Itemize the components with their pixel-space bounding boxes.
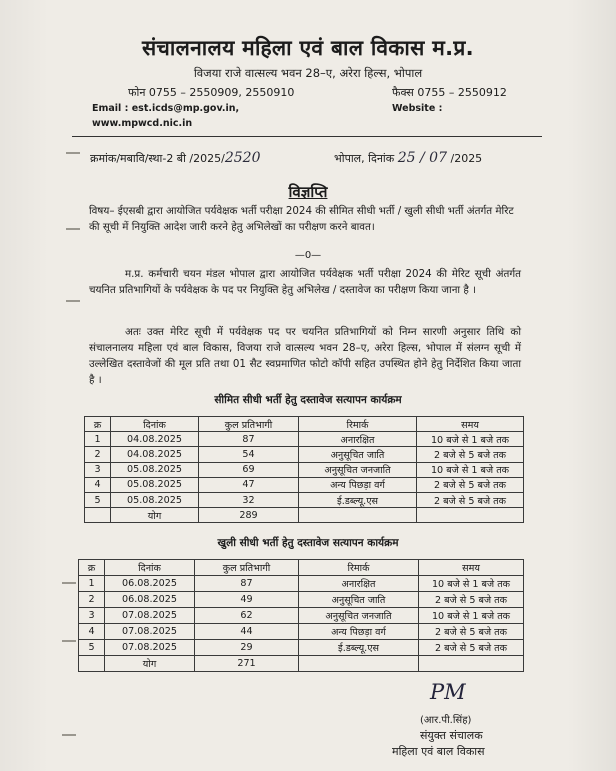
total-value: 271: [195, 656, 299, 672]
signatory-designation: संयुक्त संचालक: [420, 729, 483, 742]
table-2-caption: खुली सीधी भर्ती हेतु दस्तावेज सत्यापन कार्यक्रम: [217, 537, 399, 549]
office-fax: फैक्स 0755 – 2550912: [392, 86, 507, 99]
table-cell: 06.08.2025: [105, 576, 195, 592]
table-cell: 4: [79, 624, 105, 640]
punch-mark: [62, 734, 76, 736]
table-header-row: [85, 417, 524, 432]
notice-heading: विज्ञप्ति: [288, 183, 328, 201]
notice-paragraph-2: अतः उक्त मेरिट सूची में पर्यवेक्षक पद पर चयनित प्रतिभागियों को निम्न सारणी अनुसार तिथि को संचालनालय महिला एवं बाल विकास, विजया राजे वात्सल्य भवन 28–ए, अरेरा हिल्स, भोपाल में संलग्न सूची में उल्लेखित दस्तावेजों की मूल प्रति तथा 01 सैट स्वप्रमाणित फोटो कॉपी सहित उपस्थित होने हेतु निर्देशित किया जाता है ।: [89, 326, 521, 386]
table-cell: 3: [85, 462, 111, 477]
table-cell: 44: [195, 624, 299, 640]
table-cell: ई.डब्ल्यू.एस: [299, 492, 417, 507]
limited-recruitment-schedule-table: [84, 416, 524, 523]
column-header: क्र: [85, 417, 111, 432]
table-cell: 2 बजे से 5 बजे तक: [417, 447, 524, 462]
punch-mark: [62, 640, 76, 642]
open-recruitment-schedule-table: [78, 559, 524, 672]
table-cell: 04.08.2025: [111, 432, 199, 447]
column-header: कुल प्रतिभागी: [199, 417, 299, 432]
table-header-row: [79, 560, 524, 576]
table-cell: 2: [79, 592, 105, 608]
office-website: www.mpwcd.nic.in: [92, 118, 193, 129]
table-cell: 05.08.2025: [111, 462, 199, 477]
reference-handwritten-number: 2520: [224, 150, 261, 166]
table-cell: 2 बजे से 5 बजे तक: [417, 492, 524, 507]
table-cell: अनारक्षित: [299, 576, 419, 592]
reference-number: [90, 150, 260, 166]
reference-prefix: क्रमांक/मबावि/स्था-2 बी /2025/: [90, 152, 225, 165]
table-total-row: [85, 508, 524, 523]
table-cell: अनुसूचित जाति: [299, 447, 417, 462]
handwritten-signature: PM: [430, 680, 466, 704]
table-cell: [299, 656, 419, 672]
table-cell: 2 बजे से 5 बजे तक: [419, 624, 524, 640]
office-title: संचालनालय महिला एवं बाल विकास म.प्र.: [142, 36, 474, 60]
table-cell: 10 बजे से 1 बजे तक: [419, 608, 524, 624]
table-cell: अन्य पिछड़ा वर्ग: [299, 624, 419, 640]
total-label: योग: [111, 508, 199, 523]
table-cell: 49: [195, 592, 299, 608]
table-cell: 69: [199, 462, 299, 477]
punch-mark: [66, 152, 80, 154]
table-cell: अन्य पिछड़ा वर्ग: [299, 477, 417, 492]
table-cell: 07.08.2025: [105, 608, 195, 624]
table-cell: 87: [195, 576, 299, 592]
table-cell: 05.08.2025: [111, 477, 199, 492]
punch-mark: [66, 300, 80, 302]
table-cell: 2: [85, 447, 111, 462]
table-cell: 54: [199, 447, 299, 462]
table-cell: [419, 656, 524, 672]
notice-paragraph-1: म.प्र. कर्मचारी चयन मंडल भोपाल द्वारा आयोजित पर्यवेक्षक भर्ती परीक्षा 2024 की मेरिट सूची अंतर्गत चयनित प्रतिभागियों के पर्यवेक्षक के पद पर नियुक्ति हेतु अभिलेख / दस्तावेज का परीक्षण किया जाना है ।: [89, 268, 521, 296]
table-cell: 07.08.2025: [105, 640, 195, 656]
table-row: [85, 447, 524, 462]
column-header: समय: [417, 417, 524, 432]
table-total-row: [79, 656, 524, 672]
table-cell: 5: [85, 492, 111, 507]
reference-date: [334, 150, 482, 166]
office-email: Email : est.icds@mp.gov.in,: [92, 103, 240, 114]
table-cell: 06.08.2025: [105, 592, 195, 608]
table-cell: 2 बजे से 5 बजे तक: [419, 592, 524, 608]
table-row: [79, 592, 524, 608]
table-cell: 29: [195, 640, 299, 656]
punch-mark: [66, 228, 80, 230]
table-cell: 3: [79, 608, 105, 624]
table-cell: 10 बजे से 1 बजे तक: [417, 432, 524, 447]
column-header: रिमार्क: [299, 560, 419, 576]
column-header: दिनांक: [111, 417, 199, 432]
table-cell: 10 बजे से 1 बजे तक: [417, 462, 524, 477]
table-cell: 2 बजे से 5 बजे तक: [417, 477, 524, 492]
table-cell: अनुसूचित जनजाति: [299, 462, 417, 477]
table-cell: ई.डब्ल्यू.एस: [299, 640, 419, 656]
table-cell: 1: [85, 432, 111, 447]
place-date-prefix: भोपाल, दिनांक: [334, 152, 395, 165]
table-cell: 2 बजे से 5 बजे तक: [419, 640, 524, 656]
table-cell: 10 बजे से 1 बजे तक: [419, 576, 524, 592]
table-cell: 87: [199, 432, 299, 447]
table-cell: 1: [79, 576, 105, 592]
table-cell: 32: [199, 492, 299, 507]
table-cell: [299, 508, 417, 523]
table-row: [79, 576, 524, 592]
column-header: कुल प्रतिभागी: [195, 560, 299, 576]
signatory-name: (आर.पी.सिंह): [420, 715, 472, 726]
date-suffix: /2025: [450, 152, 483, 165]
notice-subject: विषय– ईएसबी द्वारा आयोजित पर्यवेक्षक भर्ती परीक्षा 2024 की सीमित सीधी भर्ती / खुली सीधी भर्ती अंतर्गत मेरिट की सूची में नियुक्ति आदेश जारी करने हेतु अभिलेखों का परीक्षण करने बावत।: [89, 205, 514, 233]
table-cell: अनारक्षित: [299, 432, 417, 447]
table-cell: 62: [195, 608, 299, 624]
table-1-caption: सीमित सीधी भर्ती हेतु दस्तावेज सत्यापन कार्यक्रम: [214, 394, 402, 406]
column-header: क्र: [79, 560, 105, 576]
table-row: [79, 640, 524, 656]
table-cell: 07.08.2025: [105, 624, 195, 640]
table-row: [85, 462, 524, 477]
table-row: [85, 492, 524, 507]
section-divider: —0—: [294, 250, 322, 261]
website-label: Website :: [392, 103, 443, 114]
table-row: [79, 624, 524, 640]
table-cell: 4: [85, 477, 111, 492]
header-divider: [72, 136, 542, 137]
handwritten-date: 25 / 07: [397, 150, 447, 166]
column-header: रिमार्क: [299, 417, 417, 432]
punch-mark: [62, 582, 76, 584]
table-cell: 47: [199, 477, 299, 492]
table-cell: 5: [79, 640, 105, 656]
table-cell: 04.08.2025: [111, 447, 199, 462]
table-cell: [417, 508, 524, 523]
table-row: [79, 608, 524, 624]
table-cell: [85, 508, 111, 523]
office-address: विजया राजे वात्सल्य भवन 28–ए, अरेरा हिल्स, भोपाल: [193, 66, 423, 80]
table-row: [85, 432, 524, 447]
column-header: समय: [419, 560, 524, 576]
table-cell: 05.08.2025: [111, 492, 199, 507]
total-label: योग: [105, 656, 195, 672]
signatory-department: महिला एवं बाल विकास: [392, 745, 485, 758]
column-header: दिनांक: [105, 560, 195, 576]
table-row: [85, 477, 524, 492]
table-cell: [79, 656, 105, 672]
office-phone: फोन 0755 – 2550909, 2550910: [128, 86, 295, 99]
table-cell: अनुसूचित जनजाति: [299, 608, 419, 624]
table-cell: अनुसूचित जाति: [299, 592, 419, 608]
total-value: 289: [199, 508, 299, 523]
